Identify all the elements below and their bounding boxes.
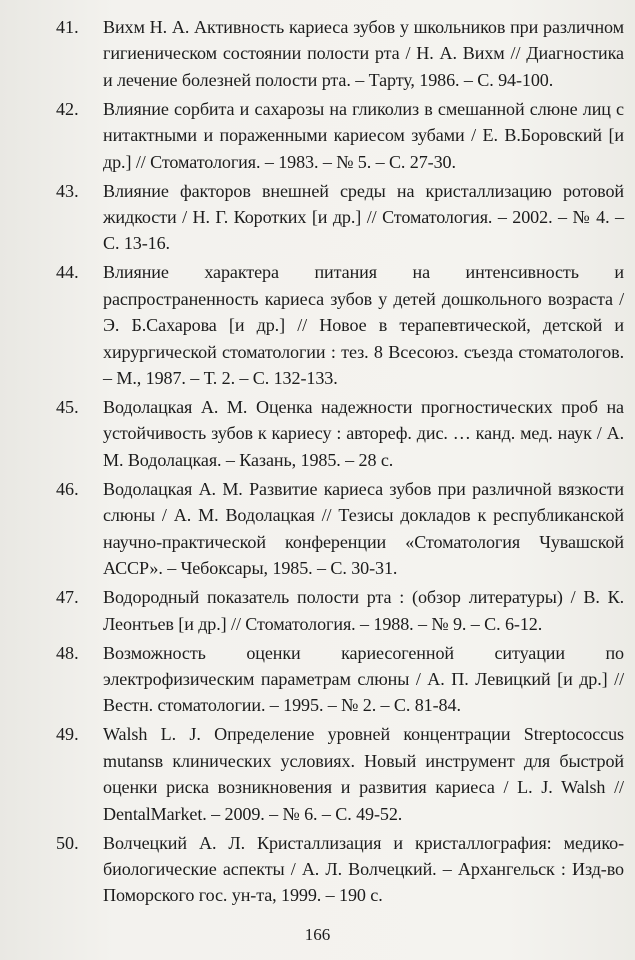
reference-text: Водородный показатель полости рта : (обзор литературы) / В. К. Леонтьев [и др.] // Стоматология. – 1988. – № 9. – С. 6-12. [103,587,624,634]
reference-number: 44. [56,262,79,283]
reference-text: Водолацкая А. М. Оценка надежности прогностических проб на устойчивость зубов к кариесу : автореф. дис. … канд. мед. наук / А. М. Водолацкая. – Казань, 1985. – 28 с. [103,397,624,470]
reference-number: 47. [56,587,79,608]
reference-number: 49. [56,724,79,745]
reference-list [56,14,624,911]
reference-item [56,178,624,257]
reference-text: Влияние характера питания на интенсивность и распространенность кариеса зубов у детей дошкольного возраста / Э. Б.Сахарова [и др.] // Новое в терапевтической, детской и хирургической стоматологии : тез. 8 Всесоюз. съезда стоматологов. – М., 1987. – Т. 2. – С. 132-133. [103,262,624,389]
reference-item [56,14,624,93]
page-number: 166 [304,925,331,944]
reference-number: 48. [56,642,79,663]
reference-text: Влияние сорбита и сахарозы на гликолиз в смешанной слюне лиц с нитактными и пораженными кариесом зубами / Е. В.Боровский [и др.] // Стоматология. – 1983. – № 5. – С. 27-30. [103,98,624,172]
reference-number: 41. [56,17,79,37]
reference-item [56,259,624,391]
reference-number: 50. [56,832,79,853]
reference-item [56,721,624,827]
reference-text: Водолацкая А. М. Развитие кариеса зубов при различной вязкости слюны / А. М. Водолацкая // Тезисы докладов к республиканской научно-практической конференции «Стоматология Чувашской АССР». – Чебоксары, 1985. – С. 30-31. [103,478,624,579]
reference-text: Влияние факторов внешней среды на кристаллизацию ротовой жидкости / Н. Г. Коротких [и др.] // Стоматология. – 2002. – № 4. – С. 13-16. [103,180,624,254]
reference-item [56,830,624,909]
reference-text: Волчецкий А. Л. Кристаллизация и кристаллография: медико-биологические аспекты / А. Л. Волчецкий. – Архангельск : Изд-во Поморского гос. ун-та, 1999. – 190 с. [103,832,624,906]
reference-item [56,640,624,719]
reference-item [56,96,624,175]
reference-text: Walsh L. J. Определение уровней концентрации Streptococcus mutansв клинических условиях. Новый инструмент для быстрой оценки риска возникновения и развития кариеса / L. J. Walsh // DentalMarket. – 2009. – № 6. – С. 49-52. [103,724,624,824]
reference-text: Возможность оценки кариесогенной ситуации по электрофизическим параметрам слюны / А. П. Левицкий [и др.] // Вестн. стоматологии. – 1995. – № 2. – С. 81-84. [103,642,624,716]
reference-number: 42. [56,98,79,119]
reference-text: Вихм Н. А. Активность кариеса зубов у школьников при различном гигиеническом состоянии полости рта / Н. А. Вихм // Диагностика и лечение болезней полости рта. – Тарту, 1986. – С. 94-100. [103,17,624,90]
reference-item [56,476,624,582]
reference-number: 46. [56,478,79,499]
reference-item [56,584,624,637]
reference-number: 43. [56,180,79,201]
reference-number: 45. [56,397,79,418]
reference-item [56,394,624,473]
